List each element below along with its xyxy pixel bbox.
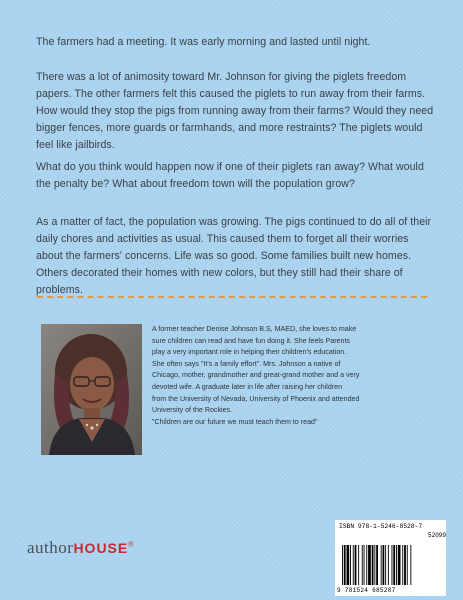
bio-line: devoted wife. A graduate later in life after raising her children	[152, 382, 343, 391]
barcode-stripe	[366, 545, 367, 585]
barcode-stripe	[376, 545, 378, 585]
bio-line: sure children can read and have fun doing it. She feels Parents	[152, 336, 350, 345]
publisher-name-part1: author	[27, 538, 74, 557]
barcode-stripe	[402, 545, 403, 585]
barcode-stripe	[368, 545, 371, 585]
barcode-stripe	[381, 545, 382, 585]
bio-line: play a very important role in helping their children's education.	[152, 348, 347, 357]
author-bio	[152, 324, 447, 428]
isbn-label: ISBN 978-1-5246-8528-7	[339, 523, 423, 530]
barcode-stripe	[362, 545, 363, 585]
bio-line: She often says "It's a family effort". Mrs. Johnson a native of	[152, 359, 341, 368]
bio-line: A former teacher Denise Johnson B.S, MAED, she loves to make	[152, 325, 357, 333]
author-photo	[41, 324, 142, 455]
barcode-stripe	[353, 545, 354, 585]
barcode-stripe	[407, 545, 408, 585]
dashed-divider	[37, 296, 427, 298]
barcode-stripe	[364, 545, 365, 585]
story-paragraph: There was a lot of animosity toward Mr. Johnson for giving the piglets freedom papers. The other farmers felt this caused the piglets to run away from their farms. How would they stop the pigs from running away from their farms? Would they need bigger fences, more guards or farmhands, and more restraints? The piglets would feel like jailbirds.	[36, 71, 434, 151]
bio-line: University of the Rockies.	[152, 406, 233, 415]
barcode-stripe	[347, 545, 350, 585]
barcode-bars	[340, 531, 447, 587]
barcode-stripe	[404, 545, 406, 585]
barcode-stripe	[355, 545, 357, 585]
barcode-stripe	[358, 545, 359, 585]
barcode-stripe	[342, 545, 343, 585]
bio-quote: "Children are our future we must teach them to read"	[152, 417, 318, 426]
story-paragraph: As a matter of fact, the population was growing. The pigs continued to do all of their daily chores and activities as usual. This caused them to forget all their worries about the farmers' concerns. Life was so good. Some families built new homes. Others decorated their homes with new colors, but they still had their share of problems.	[36, 216, 432, 296]
barcode-stripe	[385, 545, 386, 585]
barcode-stripe	[350, 545, 351, 585]
publisher-logo	[27, 538, 134, 558]
story-paragraph: The farmers had a meeting. It was early morning and lasted until night.	[36, 36, 371, 48]
barcode-stripe	[398, 545, 401, 585]
barcode-digits: 9 781524 685287	[337, 587, 396, 594]
publisher-name-part2: HOUSE	[73, 540, 129, 556]
barcode-stripe	[372, 545, 374, 585]
registered-mark: ®	[128, 541, 134, 549]
bio-line: from the University of Nevada, University of Phoenix and attended	[152, 394, 360, 403]
barcode-stripe	[344, 545, 346, 585]
barcode-stripe	[383, 545, 385, 585]
barcode-stripe	[396, 545, 397, 585]
story-paragraph: What do you think would happen now if one of their piglets ran away? What would the penalty be? What about freedom town will the population grow?	[36, 161, 424, 190]
bio-line: Chicago, mother, grandmother and great-grand mother and a very	[152, 371, 360, 380]
barcode-stripe	[392, 545, 393, 585]
price-code: 52099	[428, 532, 447, 539]
barcode-stripe	[393, 545, 395, 585]
barcode-stripe	[374, 545, 375, 585]
barcode-stripe	[410, 545, 411, 585]
barcode-stripe	[388, 545, 389, 585]
